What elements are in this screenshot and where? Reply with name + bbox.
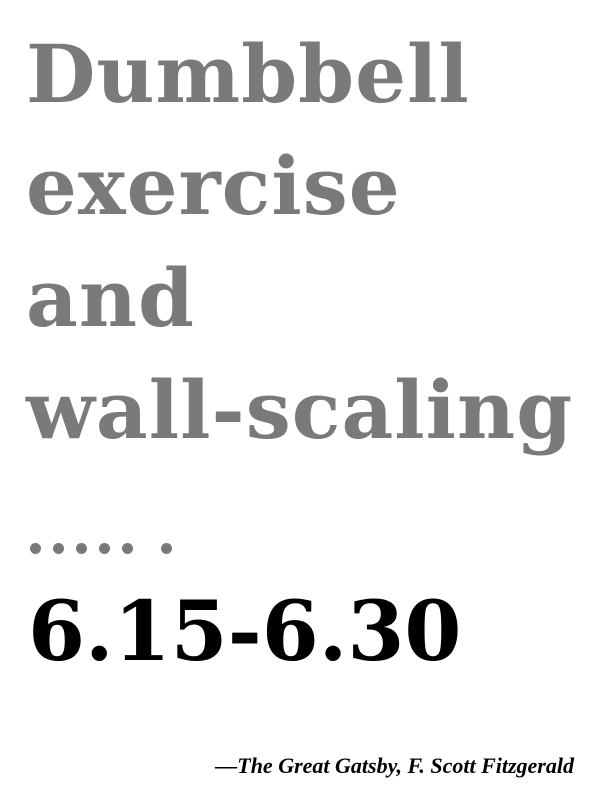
title-line-3: and (26, 251, 195, 345)
separator-dot (99, 543, 110, 554)
separator-dot (122, 543, 133, 554)
separator-dot (53, 543, 64, 554)
title-line-4: wall-scaling (26, 363, 574, 457)
activity-title (26, 18, 573, 466)
separator-dot (76, 543, 87, 554)
separator-dot (161, 543, 172, 554)
dotted-separator (30, 538, 184, 558)
title-line-1: Dumbbell (26, 27, 470, 121)
separator-dot (30, 543, 41, 554)
title-line-2: exercise (26, 139, 401, 233)
time-range: 6.15-6.30 (28, 584, 462, 680)
book-attribution: —The Great Gatsby, F. Scott Fitzgerald (215, 753, 574, 778)
